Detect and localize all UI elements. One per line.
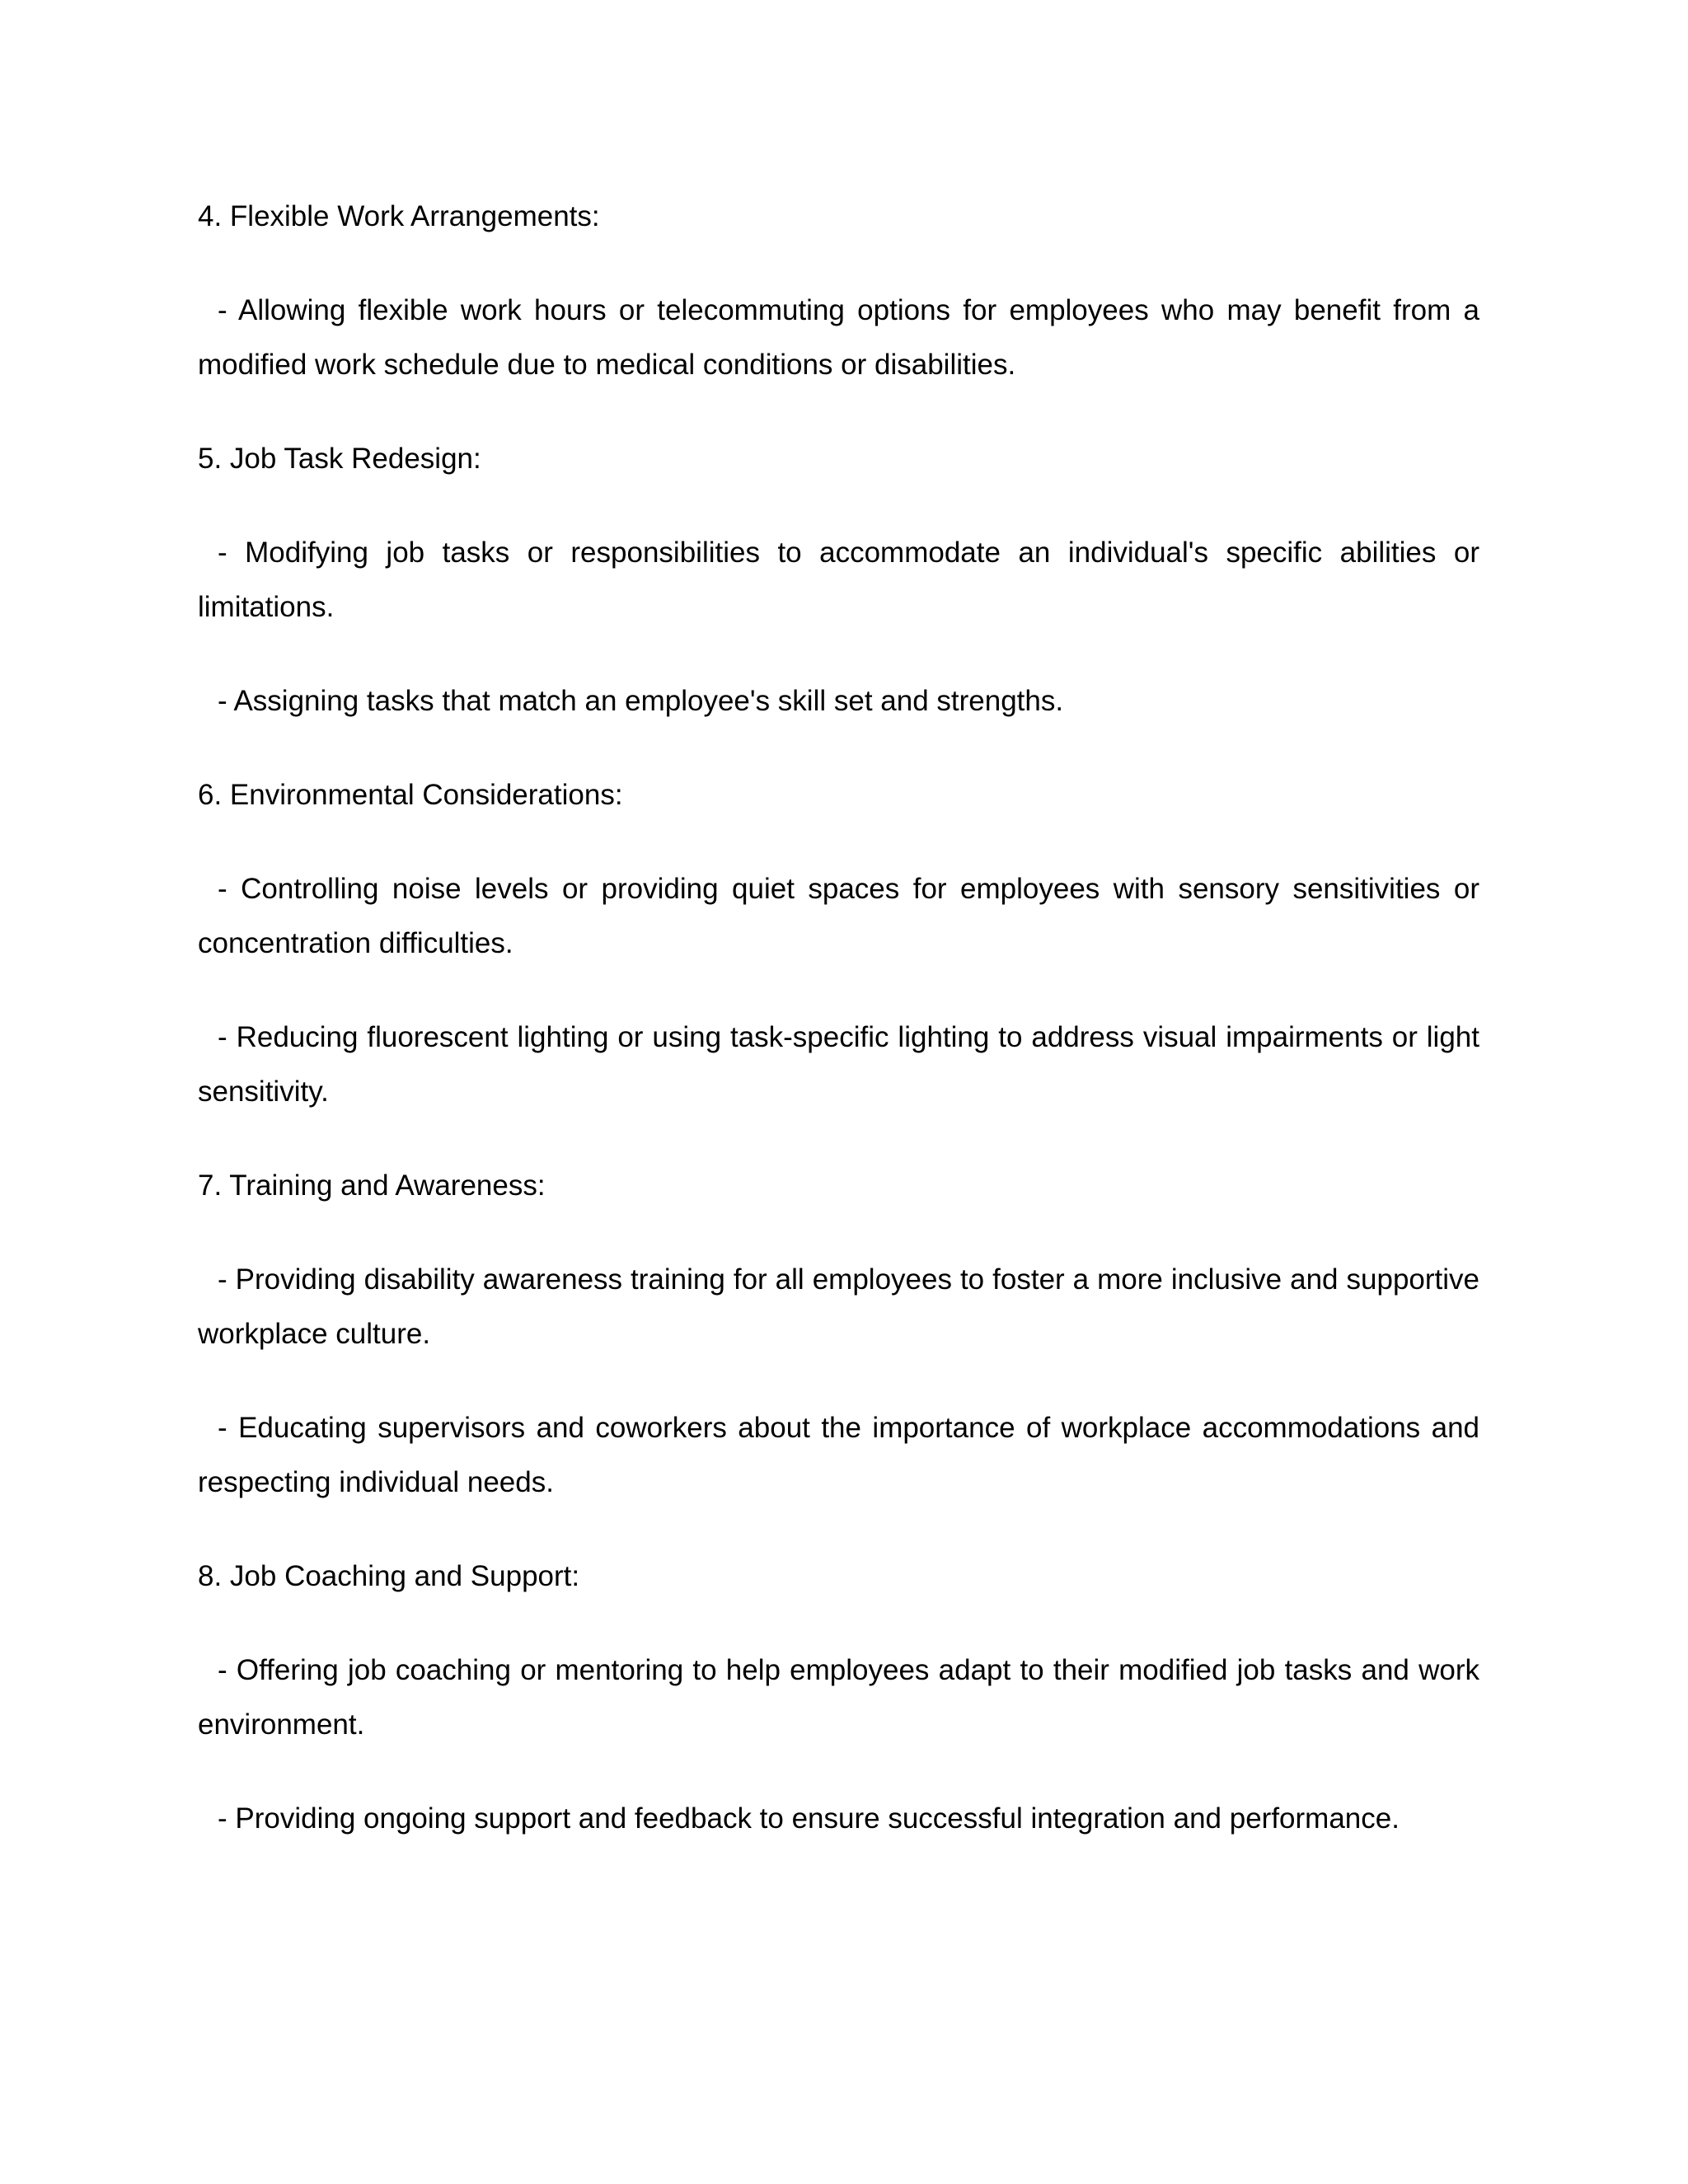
bullet-educating-supervisors: - Educating supervisors and coworkers about the importance of workplace accommodations and respecting individual needs. (198, 1412, 1479, 1498)
bullet-lighting: - Reducing fluorescent lighting or using task-specific lighting to address visual impairments or light sensitivity. (198, 1021, 1479, 1108)
bullet-ongoing-support: - Providing ongoing support and feedback to ensure successful integration and performance. (218, 1802, 1400, 1835)
section-heading-job-coaching: 8. Job Coaching and Support: (198, 1560, 580, 1592)
bullet-awareness-training: - Providing disability awareness training for all employees to foster a more inclusive and supportive workplace culture. (198, 1263, 1479, 1350)
document-body (198, 190, 1479, 1886)
section-heading-environmental: 6. Environmental Considerations: (198, 779, 623, 811)
bullet-job-coaching: - Offering job coaching or mentoring to help employees adapt to their modified job tasks and work environment. (198, 1654, 1479, 1741)
bullet-modifying-tasks: - Modifying job tasks or responsibilities to accommodate an individual's specific abilities or limitations. (198, 537, 1479, 623)
section-heading-job-task-redesign: 5. Job Task Redesign: (198, 443, 481, 475)
section-heading-flexible-work: 4. Flexible Work Arrangements: (198, 200, 600, 232)
bullet-noise-levels: - Controlling noise levels or providing quiet spaces for employees with sensory sensitivities or concentration difficulties. (198, 873, 1479, 959)
bullet-assigning-tasks: - Assigning tasks that match an employee's skill set and strengths. (218, 685, 1064, 717)
bullet-flexible-hours: - Allowing flexible work hours or telecommuting options for employees who may benefit from a modified work schedule due to medical conditions or disabilities. (198, 294, 1479, 381)
section-heading-training: 7. Training and Awareness: (198, 1169, 546, 1202)
